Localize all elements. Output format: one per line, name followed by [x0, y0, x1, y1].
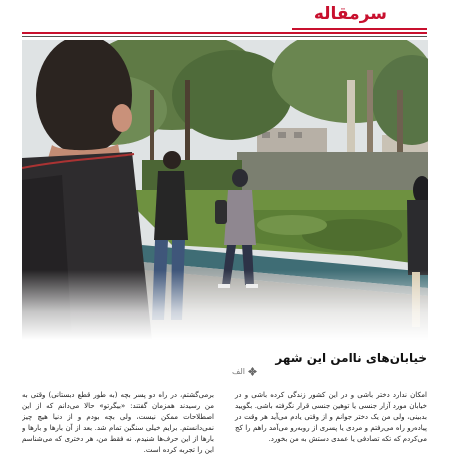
column-right — [235, 390, 427, 445]
author-name: الف — [232, 367, 245, 376]
paragraph: امکان ندارد دختر باشی و در این کشور زندگی کرده باشی و در خیابان مورد آزار جنسی یا توهین جنسی قرار نگرفته باشی. بگویید بدبینی، ولی من یک دختر جوانم و از وقتی یادم می‌آید هر وقت در پیاده‌رو راه می‌رفتم و مردی یا پسری از روبه‌رو می‌آمد راهم را کج می‌کردم که تکه تصادفی یا عمدی دستش به من بخورد. — [235, 391, 427, 443]
photo-fade-overlay — [22, 270, 428, 340]
page-header — [0, 0, 449, 38]
column-left — [22, 390, 214, 456]
paragraph: برمی‌گشتم، در راه دو پسر بچه (به طور قطع دبستانی) وقتی به من رسیدند همزمان گفتند: «بیگرتو» حالا می‌دانم که از این اصطلاحات ممکن نیست، ولی بچه بودم و از دنیا هیچ چیز نمی‌دانستم. برایم خیلی سنگین تمام شد. بعد از آن بارها و بارها و بارها از این حرف‌ها شنیدم. نه فقط من، هر دختری که می‌شناسم این را تجربه کرده است. — [22, 391, 214, 454]
article-title: خیابان‌های ناامن این شهر — [275, 351, 427, 365]
header-divider — [22, 32, 427, 34]
title-underline — [292, 28, 427, 30]
article-body — [22, 390, 427, 456]
lead-photo — [22, 40, 428, 340]
header-divider-thin — [22, 36, 427, 37]
diamond-bullet-icon — [248, 367, 257, 376]
byline — [232, 367, 257, 376]
section-title: سرمقاله — [313, 4, 387, 24]
